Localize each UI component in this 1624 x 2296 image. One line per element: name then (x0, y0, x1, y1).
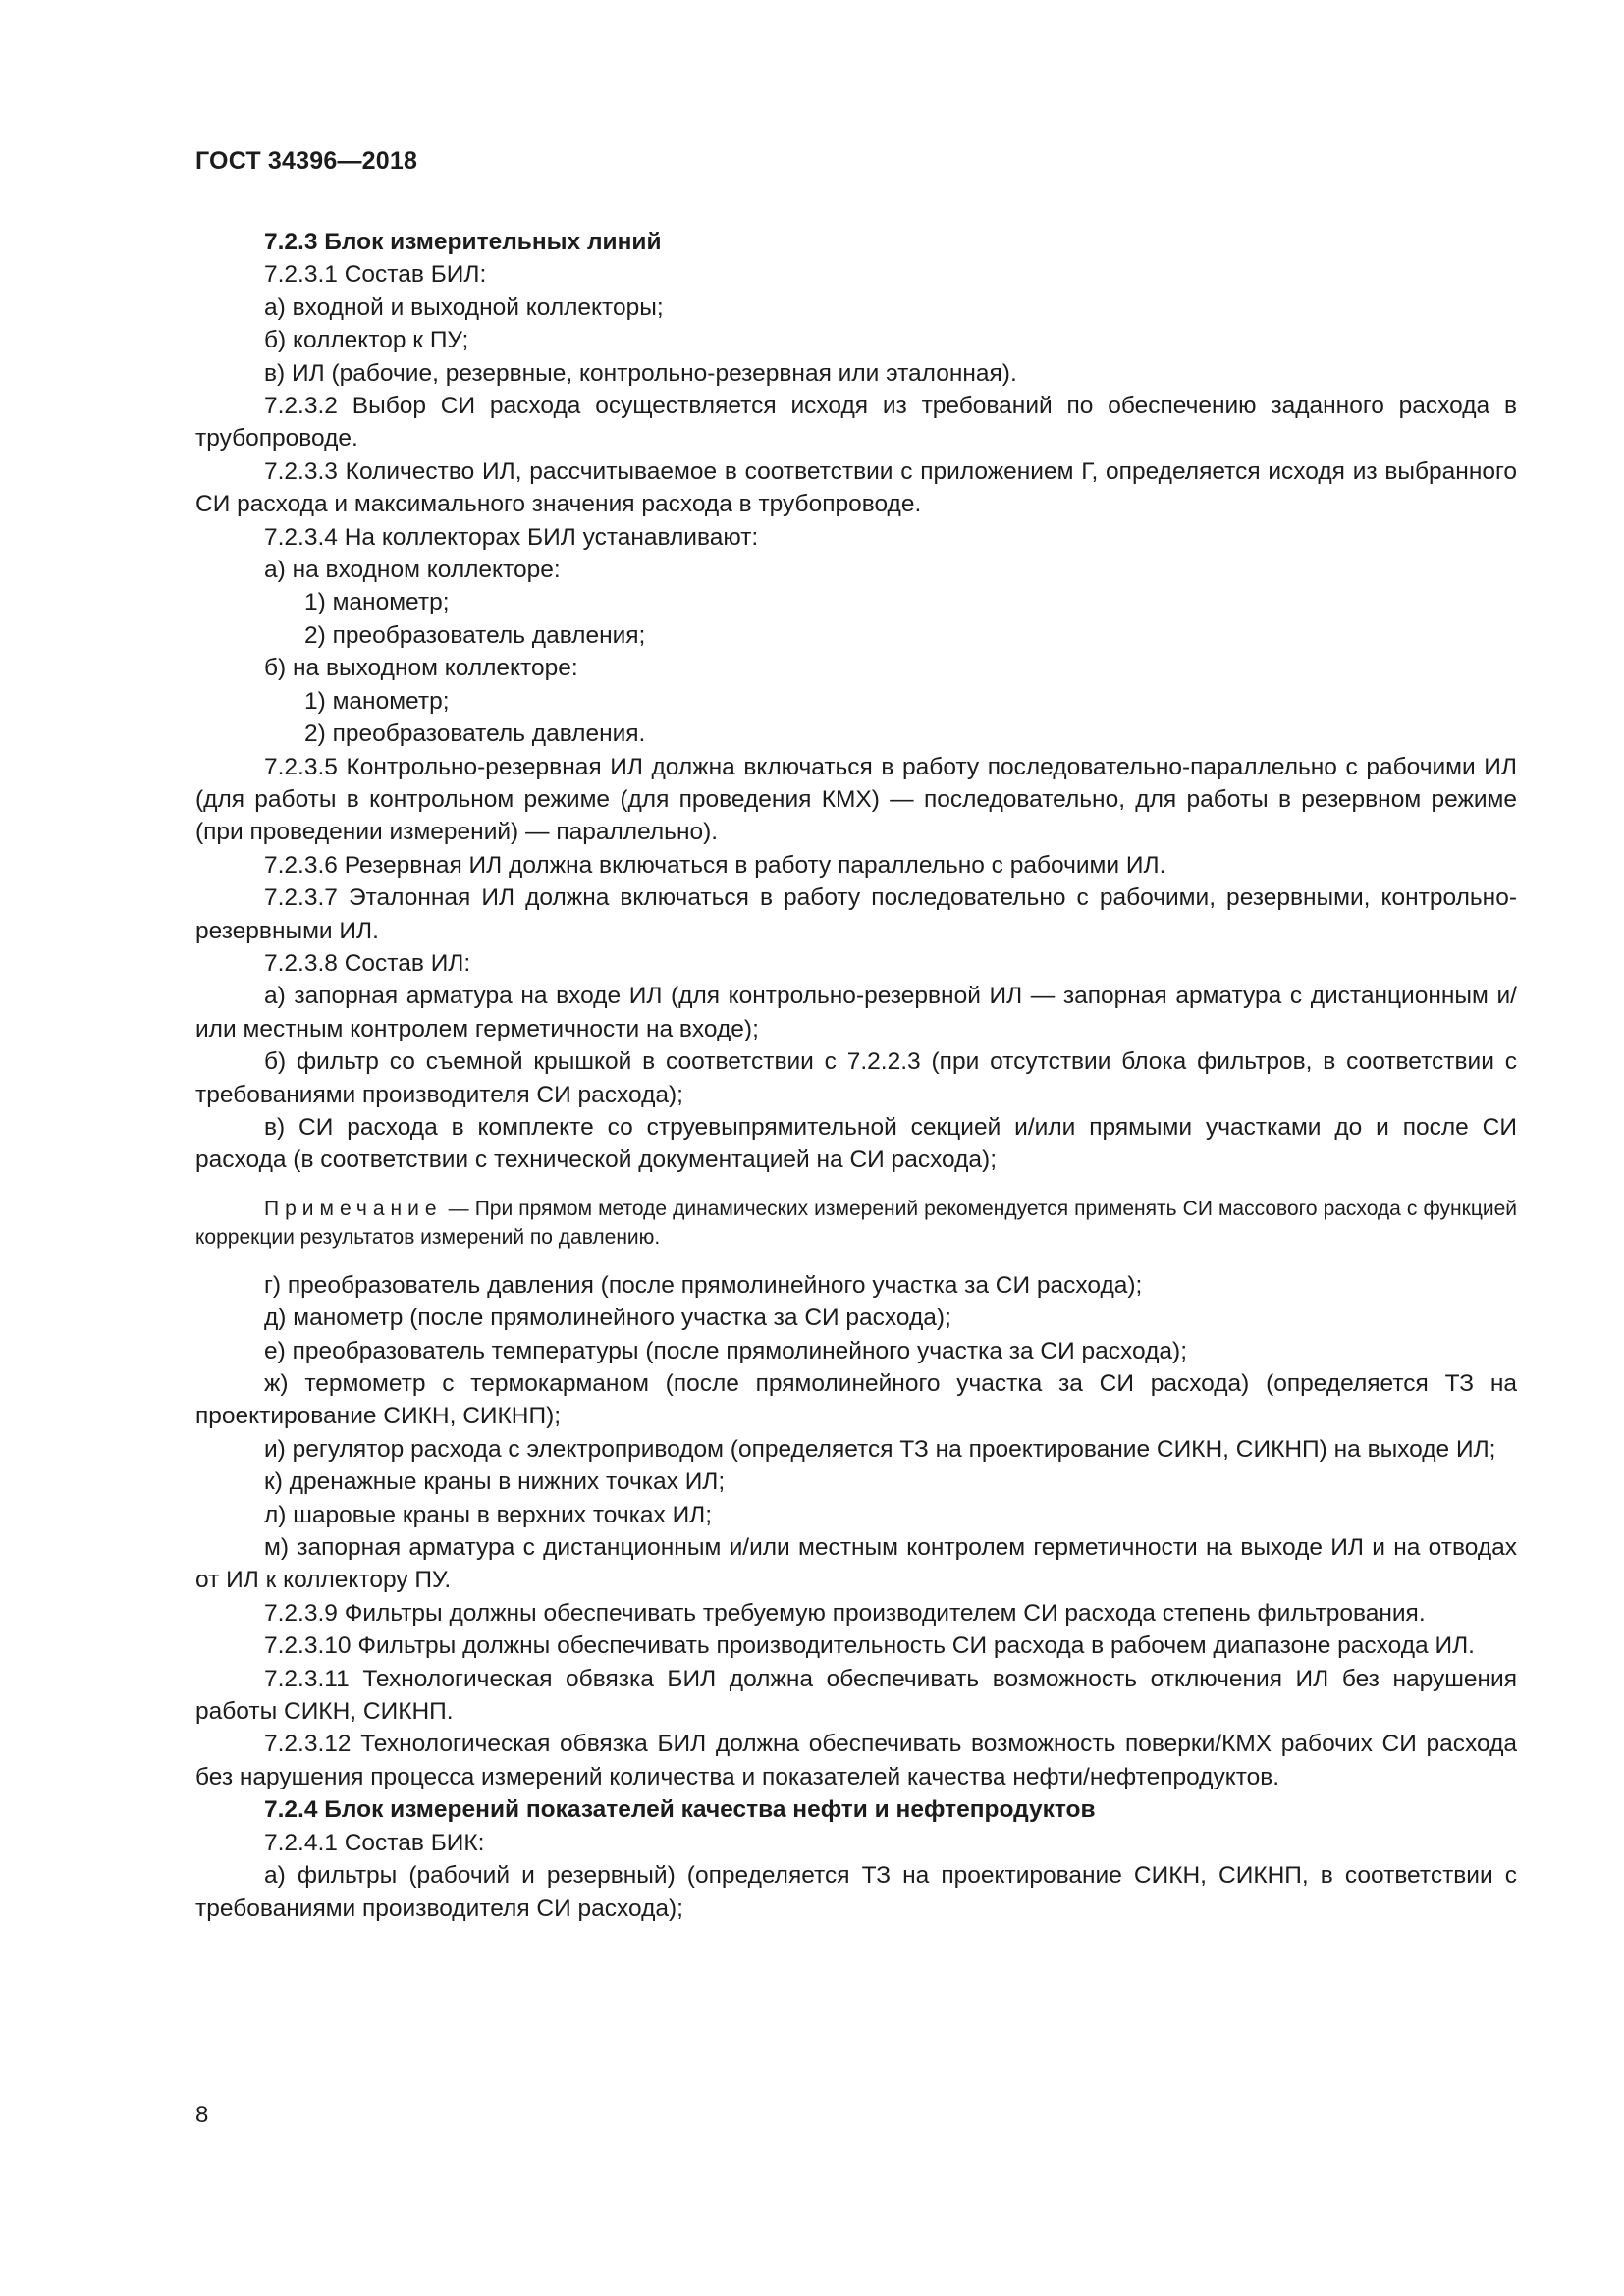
document-body (195, 226, 1517, 1925)
list-item: б) на выходном коллекторе: (264, 655, 578, 682)
note-text: — При прямом методе динамических измерений рекомендуется применять СИ массового расхода с функцией коррекции результатов измерений по давлению. (195, 1197, 1517, 1249)
paragraph-7-2-3-7: 7.2.3.7 Эталонная ИЛ должна включаться в работу последовательно с рабочими, резервными, контрольно-резервными ИЛ. (195, 884, 1517, 944)
list-item: в) СИ расхода в комплекте со струевыпрямительной секцией и/или прямыми участками до и после СИ расхода (в соответствии с технической документацией на СИ расхода); (195, 1113, 1517, 1174)
list-subitem: 2) преобразователь давления; (304, 621, 646, 649)
list-item: г) преобразователь давления (после прямолинейного участка за СИ расхода); (264, 1271, 1143, 1299)
note-block (195, 1195, 1517, 1252)
list-subitem: 2) преобразователь давления. (304, 721, 646, 748)
paragraph-7-2-3-2: 7.2.3.2 Выбор СИ расхода осуществляется исходя из требований по обеспечению заданного расхода в трубопроводе. (195, 393, 1517, 453)
list-item: б) фильтр со съемной крышкой в соответствии с 7.2.2.3 (при отсутствии блока фильтров, в соответствии с требованиями производителя СИ расхода); (195, 1048, 1517, 1108)
paragraph-7-2-3-4: 7.2.3.4 На коллекторах БИЛ устанавливают: (264, 523, 759, 551)
note-label: Примечание (264, 1197, 443, 1220)
list-item: б) коллектор к ПУ; (264, 327, 469, 354)
paragraph-7-2-3-5: 7.2.3.5 Контрольно-резервная ИЛ должна включаться в работу последовательно-параллельно с рабочими ИЛ (для работы в контрольном режиме (для проведения КМХ) — последовательно, для работы в резервном режиме (при проведении измерений) — параллельно). (195, 753, 1517, 846)
list-item: д) манометр (после прямолинейного участка за СИ расхода); (264, 1305, 951, 1332)
paragraph-7-2-3-10: 7.2.3.10 Фильтры должны обеспечивать производительность СИ расхода в рабочем диапазоне расхода ИЛ. (264, 1632, 1475, 1660)
list-subitem: 1) манометр; (304, 589, 450, 616)
list-item: л) шаровые краны в верхних точках ИЛ; (264, 1501, 713, 1528)
paragraph-7-2-3-8: 7.2.3.8 Состав ИЛ: (264, 949, 471, 977)
list-item: ж) термометр с термокарманом (после прямолинейного участка за СИ расхода) (определяется ТЗ на проектирование СИКН, СИКНП); (195, 1370, 1517, 1430)
list-item: е) преобразователь температуры (после прямолинейного участка за СИ расхода); (264, 1337, 1187, 1364)
paragraph-7-2-3-1: 7.2.3.1 Состав БИЛ: (264, 261, 487, 289)
document-code-header: ГОСТ 34396—2018 (195, 147, 418, 175)
paragraph-7-2-3-9: 7.2.3.9 Фильтры должны обеспечивать требуемую производителем СИ расхода степень фильтрования. (264, 1599, 1426, 1627)
list-subitem: 1) манометр; (304, 687, 450, 715)
list-item: в) ИЛ (рабочие, резервные, контрольно-резервная или эталонная). (264, 359, 1017, 387)
list-item: и) регулятор расхода с электроприводом (определяется ТЗ на проектирование СИКН, СИКНП) на выходе ИЛ; (264, 1435, 1496, 1463)
list-item: к) дренажные краны в нижних точках ИЛ; (264, 1468, 726, 1496)
paragraph-7-2-4-1: 7.2.4.1 Состав БИК: (264, 1829, 485, 1856)
paragraph-7-2-3-11: 7.2.3.11 Технологическая обвязка БИЛ должна обеспечивать возможность отключения ИЛ без нарушения работы СИКН, СИКНП. (195, 1665, 1517, 1726)
section-heading-7-2-3: 7.2.3 Блок измерительных линий (264, 229, 662, 255)
list-item: а) входной и выходной коллекторы; (264, 294, 664, 321)
list-item: а) запорная арматура на входе ИЛ (для контрольно-резервной ИЛ — запорная арматура с дистанционным и/или местным контролем герметичности на входе); (195, 983, 1517, 1042)
list-item: м) запорная арматура с дистанционным и/или местным контролем герметичности на выходе ИЛ и на отводах от ИЛ к коллектору ПУ. (195, 1534, 1517, 1594)
page-number: 8 (195, 2102, 209, 2128)
section-heading-7-2-4: 7.2.4 Блок измерений показателей качества нефти и нефтепродуктов (264, 1796, 1096, 1824)
paragraph-7-2-3-12: 7.2.3.12 Технологическая обвязка БИЛ должна обеспечивать возможность поверки/КМХ рабочих СИ расхода без нарушения процесса измерений количества и показателей качества нефти/нефтепродуктов. (195, 1731, 1517, 1790)
list-item: а) на входном коллекторе: (264, 557, 561, 584)
list-item: а) фильтры (рабочий и резервный) (определяется ТЗ на проектирование СИКН, СИКНП, в соответствии с требованиями производителя СИ расхода); (195, 1862, 1517, 1922)
paragraph-7-2-3-3: 7.2.3.3 Количество ИЛ, рассчитываемое в соответствии с приложением Г, определяется исходя из выбранного СИ расхода и максимального значения расхода в трубопроводе. (195, 457, 1517, 518)
paragraph-7-2-3-6: 7.2.3.6 Резервная ИЛ должна включаться в работу параллельно с рабочими ИЛ. (264, 851, 1166, 879)
